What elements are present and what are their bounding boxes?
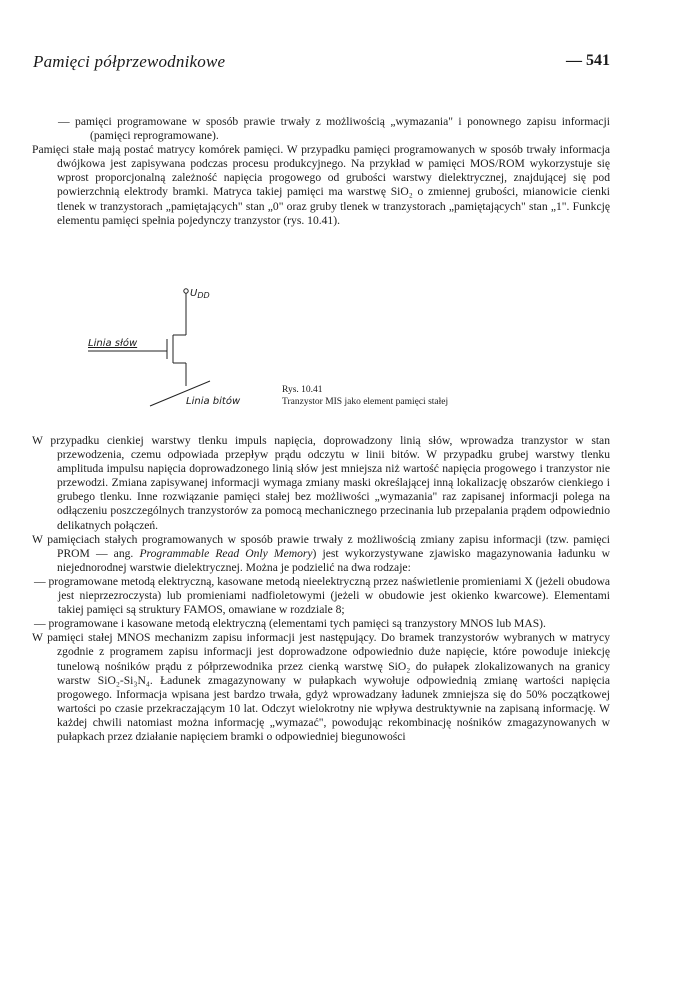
vdd-terminal: [184, 289, 188, 293]
figure-mis-transistor: [70, 283, 590, 423]
paragraph-prom: W pamięciach stałych programowanych w sposób prawie trwały z możliwością zmiany zapisu informacji (tzw. pamięci PROM — ang. Programmable Read Only Memory) jest wykorzystywane zjawisko magazynowania ładunku w niejednorodnej warstwie dielektrycznej. Można je podzielić na dwa rodzaje:: [32, 532, 610, 574]
bit-line-label: Linia bitów: [186, 396, 241, 407]
list-item-famos: — programowane metodą elektryczną, kasowane metodą nieelektryczną przez naświetlenie promieniami X (jeżeli obudowa jest nieprzezroczysta) lub promieniami nadfioletowymi (jeżeli w obudowie jest okienko kwarcowe). Elementami takiej pamięci są struktury FAMOS, omawiane w rozdziale 8;: [34, 574, 610, 617]
caption-text: Tranzystor MIS jako element pamięci stałej: [282, 397, 449, 407]
running-header: [33, 52, 610, 76]
list-item-mnos: — programowane i kasowane metodą elektryczną (elementami tych pamięci są tranzystory MNOS lub MAS).: [34, 617, 546, 631]
caption-number: Rys. 10.41: [282, 385, 323, 395]
text-block-bottom: [32, 434, 610, 744]
paragraph-rom-matrix: Pamięci stałe mają postać matrycy komórek pamięci. W przypadku pamięci programowanych w sposób trwały informacja dwójkowa jest zapisywana podczas procesu produkcyjnego. Na przykład w pamięci MOS/ROM wykorzystuje się wprost proporcjonalną zależność napięcia progowego od grubości warstwy dielektrycznej, znajdującej się pod powierzchnią elektrody bramki. Matryca takiej pamięci ma warstwę SiO₂ o zmiennej grubości, mianowicie cienki tlenek w tranzystorach „pamiętających" stan „0" oraz gruby tlenek w tranzystorach „pamiętających" stan „1". Funkcję elementu pamięci spełnia pojedynczy tranzystor (rys. 10.41).: [32, 143, 610, 227]
vdd-label: $U_{DD}$: [190, 288, 210, 300]
word-line-label: Linia słów: [88, 338, 138, 349]
text-block-top: [32, 115, 610, 228]
chapter-title: Pamięci półprzewodnikowe: [33, 52, 226, 71]
page-number: — 541: [566, 52, 610, 69]
paragraph-oxide-thickness: W przypadku cienkiej warstwy tlenku impuls napięcia, doprowadzony linią słów, wprowadza tranzystor w stan przewodzenia, czemu odpowiada przepływ prądu odczytu w linii bitów. W przypadku grubej warstwy tlenku amplituda impulsu napięcia doprowadzonego linią słów jest mniejsza niż wartość napięcia progowego i tranzystor nie przewodzi. Zmiana zapisywanej informacji wymaga zmiany maski określającej inną lokalizację obszarów cienkiego i grubego tlenku. Inne rozwiązanie pamięci stałej bez możliwości „wymazania" raz zapisanej informacji polega na odłączeniu poszczególnych tranzystorów za pomocą mechanicznego przecinania lub przepalania prądem odpowiednio delikatnych połączeń.: [32, 434, 610, 532]
paragraph-mnos-mechanism: W pamięci stałej MNOS mechanizm zapisu informacji jest następujący. Do bramek tranzystorów wybranych w matrycy zgodnie z programem zapisu informacji jest doprowadzone odpowiednio duże napięcie, które powoduje iniekcję tunelową nośników prądu z półprzewodnika przez cienką warstwę SiO₂ do pułapek zlokalizowanych na granicy warstw SiO₂-Si₃N₄. Ładunek zmagazynowany w pułapkach wywołuje odpowiednią zmianę wartości napięcia progowego. Informacja wpisana jest bardzo trwała, gdyż wprowadzany ładunek zmniejsza się do 50% początkowej wartości po czasie przekraczającym 10 lat. Odczyt wielokrotny nie wpływa destruktywnie na zapisaną informację. W każdej chwili natomiast można informację „wymazać", powodując rekombinację nośników zmagazynowanych w pułapkach przez działanie napięciem bramki o odpowiedniej biegunowości: [32, 631, 610, 743]
list-item-reprogrammable: — pamięci programowane w sposób prawie trwały z możliwością „wymazania" i ponownego zapisu informacji (pamięci reprogramowane).: [58, 115, 610, 143]
prom-term-english: Programmable Read Only Memory: [139, 546, 313, 560]
figure-caption: [282, 384, 448, 408]
